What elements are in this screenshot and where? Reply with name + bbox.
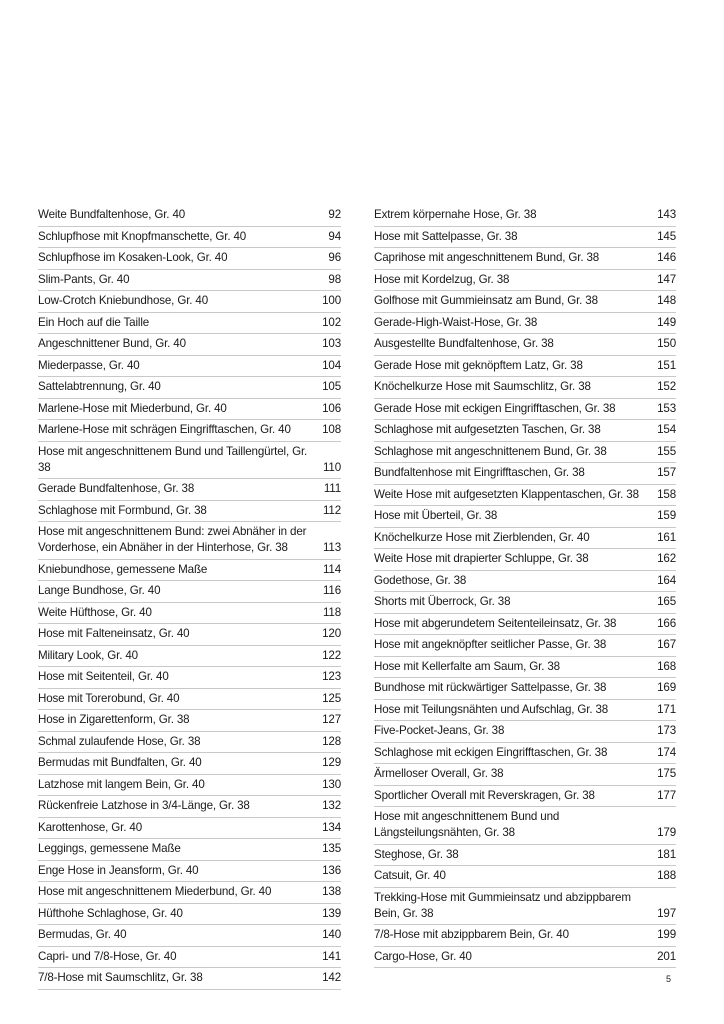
toc-entry[interactable] (374, 420, 676, 442)
toc-entry[interactable] (38, 624, 341, 646)
toc-entry[interactable] (374, 291, 676, 313)
toc-entry[interactable] (38, 479, 341, 501)
toc-entry[interactable] (38, 925, 341, 947)
toc-entry[interactable] (374, 635, 676, 657)
toc-entry-page: 108 (322, 423, 341, 436)
toc-entry-title: Karottenhose, Gr. 40 (38, 820, 142, 834)
toc-entry-page: 154 (657, 423, 676, 436)
toc-entry[interactable] (374, 463, 676, 485)
toc-entry-page: 177 (657, 788, 676, 802)
toc-entry-page: 171 (657, 702, 676, 716)
toc-entry[interactable] (374, 485, 676, 507)
toc-entry-title: Angeschnittener Bund, Gr. 40 (38, 337, 186, 350)
toc-entry-title: Steghose, Gr. 38 (374, 847, 459, 861)
toc-entry-page: 127 (322, 713, 341, 726)
toc-entry-title: Gerade Hose mit geknöpftem Latz, Gr. 38 (374, 358, 583, 372)
toc-entry-title: Schlaghose mit eckigen Eingrifftaschen, Gr. 38 (374, 745, 608, 759)
page-number: 5 (666, 974, 672, 984)
toc-entry[interactable] (374, 657, 676, 679)
toc-entry-title: Hose in Zigarettenform, Gr. 38 (38, 713, 190, 726)
toc-entry-title: Hose mit Sattelpasse, Gr. 38 (374, 229, 518, 243)
toc-entry-page: 96 (328, 251, 341, 264)
toc-entry-page: 105 (322, 380, 341, 393)
toc-entry-page: 100 (322, 294, 341, 307)
toc-entry-page: 110 (322, 460, 341, 474)
toc-entry[interactable] (374, 313, 676, 335)
toc-entry[interactable] (38, 248, 341, 270)
toc-entry[interactable] (374, 334, 676, 356)
toc-entry-title: Caprihose mit angeschnittenem Bund, Gr. 38 (374, 251, 600, 264)
toc-entry-title: Hose mit Kordelzug, Gr. 38 (374, 272, 510, 286)
toc-entry-page: 114 (322, 562, 341, 576)
toc-entry[interactable] (374, 571, 676, 593)
toc-entry-page: 134 (322, 820, 341, 834)
toc-entry-title: Hose mit Seitenteil, Gr. 40 (38, 670, 169, 683)
toc-entry-title: Trekking-Hose mit Gummieinsatz und abzippbarem Bein, Gr. 38 (374, 890, 631, 920)
toc-entry-page: 103 (322, 337, 341, 350)
toc-entry-title: Slim-Pants, Gr. 40 (38, 272, 130, 286)
toc-entry-title: Cargo-Hose, Gr. 40 (374, 949, 472, 963)
toc-entry-page: 112 (322, 503, 341, 517)
toc-entry-page: 148 (657, 294, 676, 307)
toc-entry[interactable] (374, 356, 676, 378)
toc-entry-page: 155 (657, 444, 676, 458)
toc-entry[interactable] (374, 721, 676, 743)
toc-entry[interactable] (374, 786, 676, 808)
toc-entry[interactable] (374, 205, 676, 227)
toc-entry-title: Shorts mit Überrock, Gr. 38 (374, 595, 511, 608)
toc-entry-title: Lange Bundhose, Gr. 40 (38, 584, 161, 597)
toc-entry-page: 141 (322, 949, 341, 963)
toc-entry[interactable] (38, 291, 341, 313)
toc-entry-page: 165 (657, 595, 676, 608)
toc-entry-title: Hose mit Falteneinsatz, Gr. 40 (38, 627, 190, 640)
toc-entry-title: Low-Crotch Kniebundhose, Gr. 40 (38, 294, 209, 307)
toc-entry-title: Ärmelloser Overall, Gr. 38 (374, 767, 504, 780)
toc-entry-page: 201 (657, 949, 676, 963)
toc-entry-page: 161 (657, 530, 676, 544)
toc-entry-title: Bundhose mit rückwärtiger Sattelpasse, Gr. 38 (374, 681, 607, 694)
toc-entry[interactable] (374, 506, 676, 528)
toc-entry-title: Rückenfreie Latzhose in 3/4-Länge, Gr. 38 (38, 799, 250, 812)
toc-entry-page: 188 (657, 869, 676, 882)
toc-entry-page: 153 (657, 401, 676, 415)
toc-entry[interactable] (374, 925, 676, 947)
toc-entry-title: Bermudas, Gr. 40 (38, 928, 127, 941)
toc-entry-title: Gerade-High-Waist-Hose, Gr. 38 (374, 315, 538, 329)
toc-entry-title: Extrem körpernahe Hose, Gr. 38 (374, 208, 537, 221)
toc-entry[interactable] (374, 248, 676, 270)
toc-entry-title: Bermudas mit Bundfalten, Gr. 40 (38, 756, 202, 769)
toc-entry[interactable] (374, 678, 676, 700)
toc-entry[interactable] (38, 205, 341, 227)
toc-entry-title: Sportlicher Overall mit Reverskragen, Gr. 38 (374, 788, 595, 802)
toc-left-column (38, 205, 341, 990)
toc-entry-page: 147 (657, 272, 676, 286)
toc-entry[interactable] (38, 334, 341, 356)
toc-entry-title: Weite Hose mit drapierter Schluppe, Gr. 38 (374, 552, 589, 565)
toc-entry-title: 7/8-Hose mit abzippbarem Bein, Gr. 40 (374, 928, 569, 941)
toc-entry[interactable] (374, 888, 676, 926)
toc-entry[interactable] (374, 743, 676, 765)
toc-entry-page: 113 (322, 541, 341, 554)
toc-entry[interactable] (38, 710, 341, 732)
toc-entry[interactable] (38, 646, 341, 668)
toc-entry-page: 98 (328, 272, 341, 286)
toc-entry[interactable] (374, 845, 676, 867)
toc-entry-title: Military Look, Gr. 40 (38, 648, 138, 662)
toc-entry-title: Golfhose mit Gummieinsatz am Bund, Gr. 38 (374, 294, 598, 307)
toc-entry-title: Capri- und 7/8-Hose, Gr. 40 (38, 949, 177, 963)
toc-entry-page: 146 (657, 251, 676, 264)
toc-entry-page: 138 (322, 885, 341, 898)
toc-entry-page: 122 (322, 648, 341, 662)
toc-entry-title: Schmal zulaufende Hose, Gr. 38 (38, 734, 201, 748)
toc-entry-title: Gerade Hose mit eckigen Eingrifftaschen, Gr. 38 (374, 401, 616, 415)
toc-entry-page: 152 (657, 380, 676, 393)
toc-entry-title: Sattelabtrennung, Gr. 40 (38, 380, 161, 393)
toc-entry[interactable] (38, 313, 341, 335)
toc-entry-page: 173 (657, 724, 676, 737)
toc-entry[interactable] (374, 592, 676, 614)
toc-entry-title: Ein Hoch auf die Taille (38, 315, 150, 329)
toc-entry-page: 140 (322, 928, 341, 941)
toc-entry-page: 199 (657, 928, 676, 941)
toc-entry-page: 175 (657, 767, 676, 780)
toc-entry-page: 164 (657, 573, 676, 587)
toc-entry-title: Weite Bundfaltenhose, Gr. 40 (38, 208, 186, 221)
toc-entry[interactable] (374, 528, 676, 550)
toc-entry-page: 169 (657, 681, 676, 694)
toc-entry[interactable] (38, 356, 341, 378)
toc-entry-page: 92 (328, 208, 341, 221)
toc-entry-title: Five-Pocket-Jeans, Gr. 38 (374, 724, 505, 737)
toc-entry[interactable] (38, 968, 341, 990)
toc-entry[interactable] (38, 904, 341, 926)
toc-entry[interactable] (38, 796, 341, 818)
toc-entry-title: Enge Hose in Jeansform, Gr. 40 (38, 863, 199, 877)
toc-entry[interactable] (38, 442, 341, 480)
toc-right-column (374, 205, 676, 968)
toc-entry-page: 167 (657, 638, 676, 651)
toc-entry-title: Hose mit Torerobund, Gr. 40 (38, 691, 180, 705)
toc-entry[interactable] (38, 775, 341, 797)
toc-entry[interactable] (374, 399, 676, 421)
toc-entry-title: Hose mit angeschnittenem Bund und Längsteilungsnähten, Gr. 38 (374, 810, 560, 839)
toc-entry[interactable] (374, 807, 676, 845)
toc-entry[interactable] (38, 522, 341, 560)
toc-entry[interactable] (38, 689, 341, 711)
toc-entry[interactable] (374, 764, 676, 786)
toc-entry-title: Weite Hüfthose, Gr. 40 (38, 605, 152, 619)
toc-entry-page: 158 (657, 487, 676, 501)
toc-entry-page: 125 (322, 691, 341, 705)
toc-entry-title: Hose mit angeknöpfter seitlicher Passe, Gr. 38 (374, 638, 607, 651)
toc-entry-page: 102 (322, 315, 341, 329)
toc-entry-page: 139 (322, 906, 341, 920)
toc-entry[interactable] (374, 227, 676, 249)
toc-entry-title: Schlupfhose mit Knopfmanschette, Gr. 40 (38, 229, 247, 243)
toc-entry[interactable] (374, 614, 676, 636)
toc-entry[interactable] (38, 753, 341, 775)
toc-entry-page: 179 (657, 826, 676, 839)
toc-entry-title: Miederpasse, Gr. 40 (38, 358, 140, 372)
toc-entry-title: Hose mit Kellerfalte am Saum, Gr. 38 (374, 659, 560, 673)
toc-entry-page: 130 (322, 777, 341, 791)
toc-entry[interactable] (38, 270, 341, 292)
toc-entry-title: Knöchelkurze Hose mit Zierblenden, Gr. 40 (374, 530, 590, 544)
toc-entry-title: Hose mit Teilungsnähten und Aufschlag, Gr. 38 (374, 702, 609, 716)
toc-entry[interactable] (38, 667, 341, 689)
toc-entry-page: 159 (657, 509, 676, 522)
toc-entry-page: 151 (657, 358, 676, 372)
toc-entry[interactable] (38, 732, 341, 754)
toc-entry-page: 116 (322, 584, 341, 597)
toc-entry[interactable] (374, 866, 676, 888)
toc-entry[interactable] (38, 501, 341, 523)
toc-entry-page: 132 (322, 799, 341, 812)
toc-entry-title: Gerade Bundfaltenhose, Gr. 38 (38, 482, 195, 495)
toc-entry[interactable] (374, 377, 676, 399)
toc-entry-page: 181 (657, 847, 676, 861)
toc-entry-title: Hose mit angeschnittenem Bund und Taillengürtel, Gr. 38 (38, 444, 308, 474)
toc-entry[interactable] (38, 399, 341, 421)
toc-entry-title: Bundfaltenhose mit Eingrifftaschen, Gr. 38 (374, 466, 585, 479)
toc-entry[interactable] (38, 882, 341, 904)
toc-entry[interactable] (38, 818, 341, 840)
toc-entry-title: Latzhose mit langem Bein, Gr. 40 (38, 777, 205, 791)
toc-entry-page: 106 (322, 401, 341, 415)
toc-entry-page: 168 (657, 659, 676, 673)
toc-entry[interactable] (38, 947, 341, 969)
toc-entry-page: 120 (322, 627, 341, 640)
toc-entry-title: Ausgestellte Bundfaltenhose, Gr. 38 (374, 337, 554, 350)
toc-entry-page: 123 (322, 670, 341, 683)
toc-entry-page: 129 (322, 756, 341, 769)
toc-entry-page: 118 (322, 605, 341, 619)
toc-entry-page: 150 (657, 337, 676, 350)
toc-entry-title: Kniebundhose, gemessene Maße (38, 562, 208, 576)
toc-entry[interactable] (38, 603, 341, 625)
toc-entry-page: 143 (657, 208, 676, 221)
toc-entry[interactable] (38, 839, 341, 861)
toc-entry-title: Schlupfhose im Kosaken-Look, Gr. 40 (38, 251, 228, 264)
toc-entry[interactable] (38, 861, 341, 883)
toc-entry[interactable] (374, 700, 676, 722)
toc-entry-title: Hose mit angeschnittenem Bund: zwei Abnäher in der Vorderhose, ein Abnäher in der Hinterhose, Gr. 38 (38, 525, 307, 554)
toc-entry[interactable] (374, 270, 676, 292)
toc-entry-page: 111 (323, 482, 341, 495)
toc-entry-page: 166 (657, 616, 676, 630)
toc-entry-title: Knöchelkurze Hose mit Saumschlitz, Gr. 38 (374, 380, 591, 393)
toc-entry-title: Schlaghose mit angeschnittenem Bund, Gr. 38 (374, 444, 607, 458)
toc-entry-page: 149 (657, 315, 676, 329)
toc-entry[interactable] (38, 560, 341, 582)
toc-entry-page: 174 (657, 745, 676, 759)
toc-entry-title: Weite Hose mit aufgesetzten Klappentaschen, Gr. 38 (374, 487, 639, 501)
toc-entry-page: 157 (657, 466, 676, 479)
toc-entry-page: 94 (328, 229, 341, 243)
toc-entry-page: 197 (657, 906, 676, 920)
toc-entry-page: 128 (322, 734, 341, 748)
toc-entry[interactable] (38, 227, 341, 249)
toc-entry-page: 104 (322, 358, 341, 372)
toc-entry-page: 162 (657, 552, 676, 565)
toc-entry-title: Hüfthohe Schlaghose, Gr. 40 (38, 906, 183, 920)
toc-entry-title: Godethose, Gr. 38 (374, 573, 467, 587)
toc-entry[interactable] (374, 549, 676, 571)
toc-entry-page: 135 (322, 842, 341, 855)
toc-entry-title: 7/8-Hose mit Saumschlitz, Gr. 38 (38, 971, 203, 984)
toc-entry-title: Hose mit abgerundetem Seitenteileinsatz, Gr. 38 (374, 616, 617, 630)
toc-entry[interactable] (38, 581, 341, 603)
toc-entry-title: Hose mit Überteil, Gr. 38 (374, 509, 498, 522)
toc-entry-title: Leggings, gemessene Maße (38, 842, 181, 855)
toc-entry-title: Marlene-Hose mit schrägen Eingrifftaschen, Gr. 40 (38, 423, 291, 436)
toc-entry[interactable] (374, 947, 676, 969)
toc-entry-title: Hose mit angeschnittenem Miederbund, Gr. 40 (38, 885, 272, 898)
toc-entry-title: Schlaghose mit Formbund, Gr. 38 (38, 503, 207, 517)
toc-entry-page: 145 (657, 229, 676, 243)
toc-entry-title: Schlaghose mit aufgesetzten Taschen, Gr. 38 (374, 423, 601, 436)
toc-entry[interactable] (38, 420, 341, 442)
toc-entry[interactable] (38, 377, 341, 399)
toc-entry-title: Marlene-Hose mit Miederbund, Gr. 40 (38, 401, 227, 415)
toc-entry-page: 142 (322, 971, 341, 984)
toc-entry-title: Catsuit, Gr. 40 (374, 869, 446, 882)
toc-entry-page: 136 (322, 863, 341, 877)
toc-entry[interactable] (374, 442, 676, 464)
